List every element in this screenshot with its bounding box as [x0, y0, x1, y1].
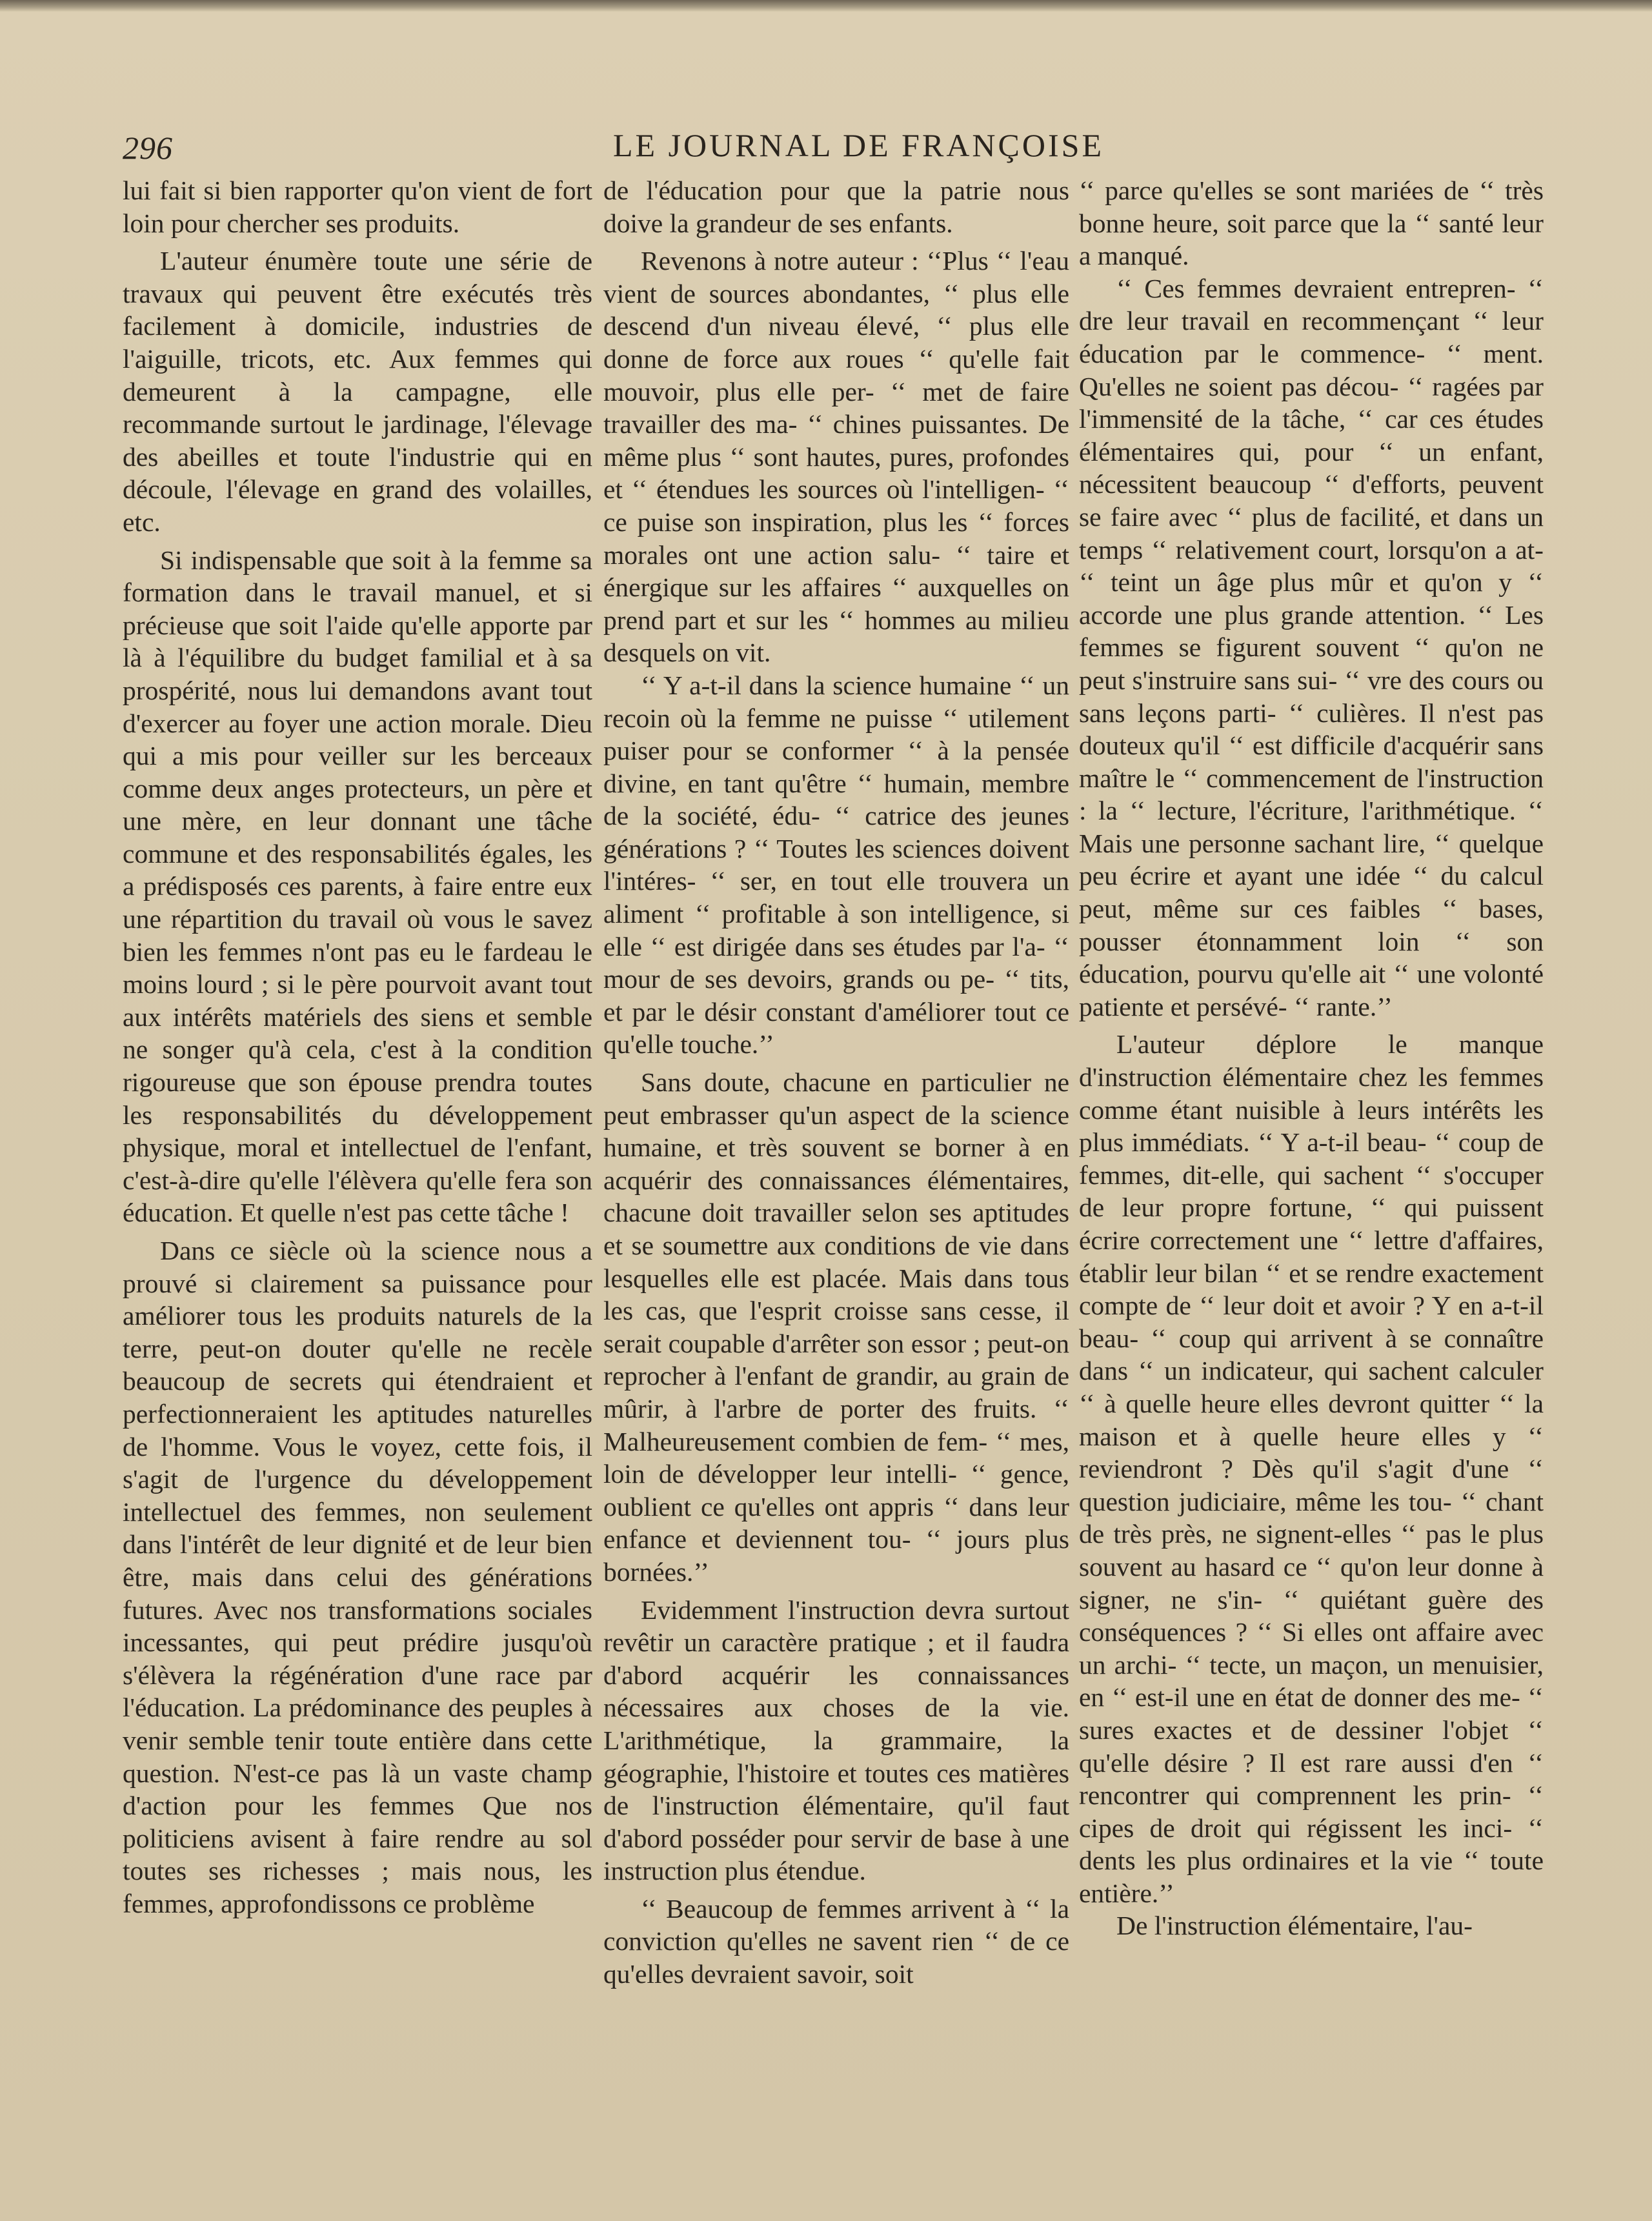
paragraph: ‘‘ Y a-t-il dans la science humaine ‘‘ un recoin où la femme ne puisse ‘‘ utilement puiser pour se conformer ‘‘ à la pensée divine, en tant qu'être ‘‘ humain, membre de la société, édu- ‘‘ catrice des jeunes générations ? ‘‘ Toutes les sciences doivent l'intéres- ‘‘ ser, en tout elle trouvera un aliment ‘‘ profitable à son intelligence, si elle ‘‘ est dirigée dans ses études par l'a- ‘‘ mour de ses devoirs, grands ou pe- ‘‘ tits, et par le désir constant d'améliorer tout ce qu'elle touche.’’ [603, 670, 1069, 1060]
paragraph: Revenons à notre auteur : ‘‘Plus ‘‘ l'eau vient de sources abondantes, ‘‘ plus elle descend d'un niveau élevé, ‘‘ plus elle donne de force aux roues ‘‘ qu'elle fait mouvoir, plus elle per- ‘‘ met de faire travailler des ma- ‘‘ chines puissantes. De même plus ‘‘ sont hautes, pures, profondes et ‘‘ étendues les sources où l'intelligen- ‘‘ ce puise son inspiration, plus les ‘‘ forces morales ont une action salu- ‘‘ taire et énergique sur les affaires ‘‘ auxquelles on prend part et sur les ‘‘ hommes au milieu desquels on vit. [603, 246, 1069, 668]
paragraph: lui fait si bien rapporter qu'on vient de fort loin pour chercher ses produits. [123, 176, 592, 238]
running-title: LE JOURNAL DE FRANÇOISE [613, 127, 1104, 163]
paragraph: de l'éducation pour que la patrie nous doive la grandeur de ses enfants. [603, 176, 1069, 238]
paragraph: L'auteur énumère toute une série de travaux qui peuvent être exécutés très facilement à domicile, industries de l'aiguille, tricots, etc. Aux femmes qui demeurent à la campagne, elle recommande surtout le jardinage, l'élevage des abeilles et toute l'industrie qui en découle, l'élevage en grand des volailles, etc. [123, 246, 592, 537]
paragraph: De l'instruction élémentaire, l'au- [1116, 1911, 1473, 1941]
paragraph: ‘‘ Beaucoup de femmes arrivent à ‘‘ la conviction qu'elles ne savent rien ‘‘ de ce qu'elles devraient savoir, soit [603, 1893, 1069, 1989]
text-column-2 [603, 174, 1069, 1991]
paragraph: Si indispensable que soit à la femme sa formation dans le travail manuel, et si précieuse que soit l'aide qu'elle apporte par là à l'équilibre du budget familial et à sa prospérité, nous lui demandons avant tout d'exercer au foyer une action morale. Dieu qui a mis pour veiller sur les berceaux comme deux anges protecteurs, un père et une mère, en leur donnant une tâche commune et des responsabilités égales, les a prédisposés ces parents, à faire entre eux une répartition du travail où vous le savez bien les femmes n'ont pas eu le fardeau le moins lourd ; si le père pourvoit avant tout aux intérêts matériels des siens et semble ne songer qu'à cela, c'est à la condition rigoureuse que son épouse prendra toutes les responsabilités du développement physique, moral et intellectuel de l'enfant, c'est-à-dire qu'elle l'élèvera qu'elle fera son éducation. Et quelle n'est pas cette tâche ! [123, 545, 592, 1228]
paragraph: ‘‘ Ces femmes devraient entrepren- ‘‘ dre leur travail en recommençant ‘‘ leur éducation par le commence- ‘‘ ment. Qu'elles ne soient pas décou- ‘‘ ragées par l'immensité de la tâche, ‘‘ car ces études élémentaires qui, pour ‘‘ un enfant, nécessitent beaucoup ‘‘ d'efforts, peuvent se faire avec ‘‘ plus de facilité, et dans un temps ‘‘ relativement court, lorsqu'on a at- ‘‘ teint un âge plus mûr et qu'on y ‘‘ accorde une plus grande attention. ‘‘ Les femmes se figurent souvent ‘‘ qu'on ne peut s'instruire sans sui- ‘‘ vre des cours ou sans leçons parti- ‘‘ culières. Il n'est pas douteux qu'il ‘‘ est difficile d'acquérir sans maître le ‘‘ commencement de l'instruction : la ‘‘ lecture, l'écriture, l'arithmétique. ‘‘ Mais une personne sachant lire, ‘‘ quelque peu écrire et ayant une idée ‘‘ du calcul peut, même sur ces faibles ‘‘ bases, pousser étonnamment loin ‘‘ son éducation, pourvu qu'elle ait ‘‘ une volonté patiente et persévé- ‘‘ rante.’’ [1079, 273, 1544, 1021]
page-number: 296 [123, 130, 173, 166]
text-column-1 [123, 174, 592, 1920]
page-top-edge [0, 0, 1652, 12]
paragraph: L'auteur déplore le manque d'instruction élémentaire chez les femmes comme étant nuisible à leurs intérêts les plus immédiats. ‘‘ Y a-t-il beau- ‘‘ coup de femmes, dit-elle, qui sachent ‘‘ s'occuper de leur propre fortune, ‘‘ qui puissent écrire correctement une ‘‘ lettre d'affaires, établir leur bilan ‘‘ et se rendre exactement compte de ‘‘ leur doit et avoir ? Y en a-t-il beau- ‘‘ coup qui arrivent à se connaître dans ‘‘ un indicateur, qui sachent calculer ‘‘ à quelle heure elles devront quitter ‘‘ la maison et à quelle heure elles y ‘‘ reviendront ? Dès qu'il s'agit d'une ‘‘ question judiciaire, même les tou- ‘‘ chant de très près, ne signent-elles ‘‘ pas le plus souvent au hasard ce ‘‘ qu'on leur donne à signer, ne s'in- ‘‘ quiétant guère des conséquences ? ‘‘ Si elles ont affaire avec un archi- ‘‘ tecte, un maçon, un menuisier, en ‘‘ est-il une en état de donner des me- ‘‘ sures exactes et de dessiner l'objet ‘‘ qu'elle désire ? Il est rare aussi d'en ‘‘ rencontrer qui comprennent les prin- ‘‘ cipes de droit qui régissent les inci- ‘‘ dents les plus ordinaires et la vie ‘‘ toute entière.’’ [1079, 1029, 1544, 1908]
paragraph: Dans ce siècle où la science nous a prouvé si clairement sa puissance pour améliorer tous les produits naturels de la terre, peut-on douter qu'elle ne recèle beaucoup de secrets qui étendraient et perfectionneraient les aptitudes naturelles de l'homme. Vous le voyez, cette fois, il s'agit de l'urgence du développement intellectuel des femmes, non seulement dans l'intérêt de leur dignité et de leur bien être, mais dans celui des générations futures. Avec nos transformations sociales incessantes, qui peut prédire jusqu'où s'élèvera la régénération d'une race par l'éducation. La prédominance des peuples à venir semble tenir toute entière dans cette question. N'est-ce pas là un vaste champ d'action pour les femmes Que nos politiciens avisent à faire rendre au sol toutes ses richesses ; mais nous, les femmes, approfondissons ce problème [123, 1236, 592, 1918]
text-column-3 [1079, 174, 1544, 1942]
paragraph: Evidemment l'instruction devra surtout revêtir un caractère pratique ; et il faudra d'abord acquérir les connaissances nécessaires aux choses de la vie. L'arithmétique, la grammaire, la géographie, l'histoire et toutes ces matières de l'instruction élémentaire, qu'il faut d'abord posséder pour servir de base à une instruction plus étendue. [603, 1594, 1069, 1886]
paragraph: Sans doute, chacune en particulier ne peut embrasser qu'un aspect de la science humaine, et très souvent se borner à en acquérir des connaissances élémentaires, chacune doit travailler selon ses aptitudes et se soumettre aux conditions de vie dans lesquelles elle est placée. Mais dans tous les cas, que l'esprit croisse sans cesse, il serait coupable d'arrêter son essor ; peut-on reprocher à l'enfant de grandir, au grain de mûrir, à l'arbre de porter des fruits. ‘‘ Malheureusement combien de fem- ‘‘ mes, loin de développer leur intelli- ‘‘ gence, oublient ce qu'elles ont appris ‘‘ dans leur enfance et deviennent tou- ‘‘ jours plus bornées.’’ [603, 1067, 1069, 1587]
paragraph: ‘‘ parce qu'elles se sont mariées de ‘‘ très bonne heure, soit parce que la ‘‘ santé leur a manqué. [1079, 176, 1544, 271]
